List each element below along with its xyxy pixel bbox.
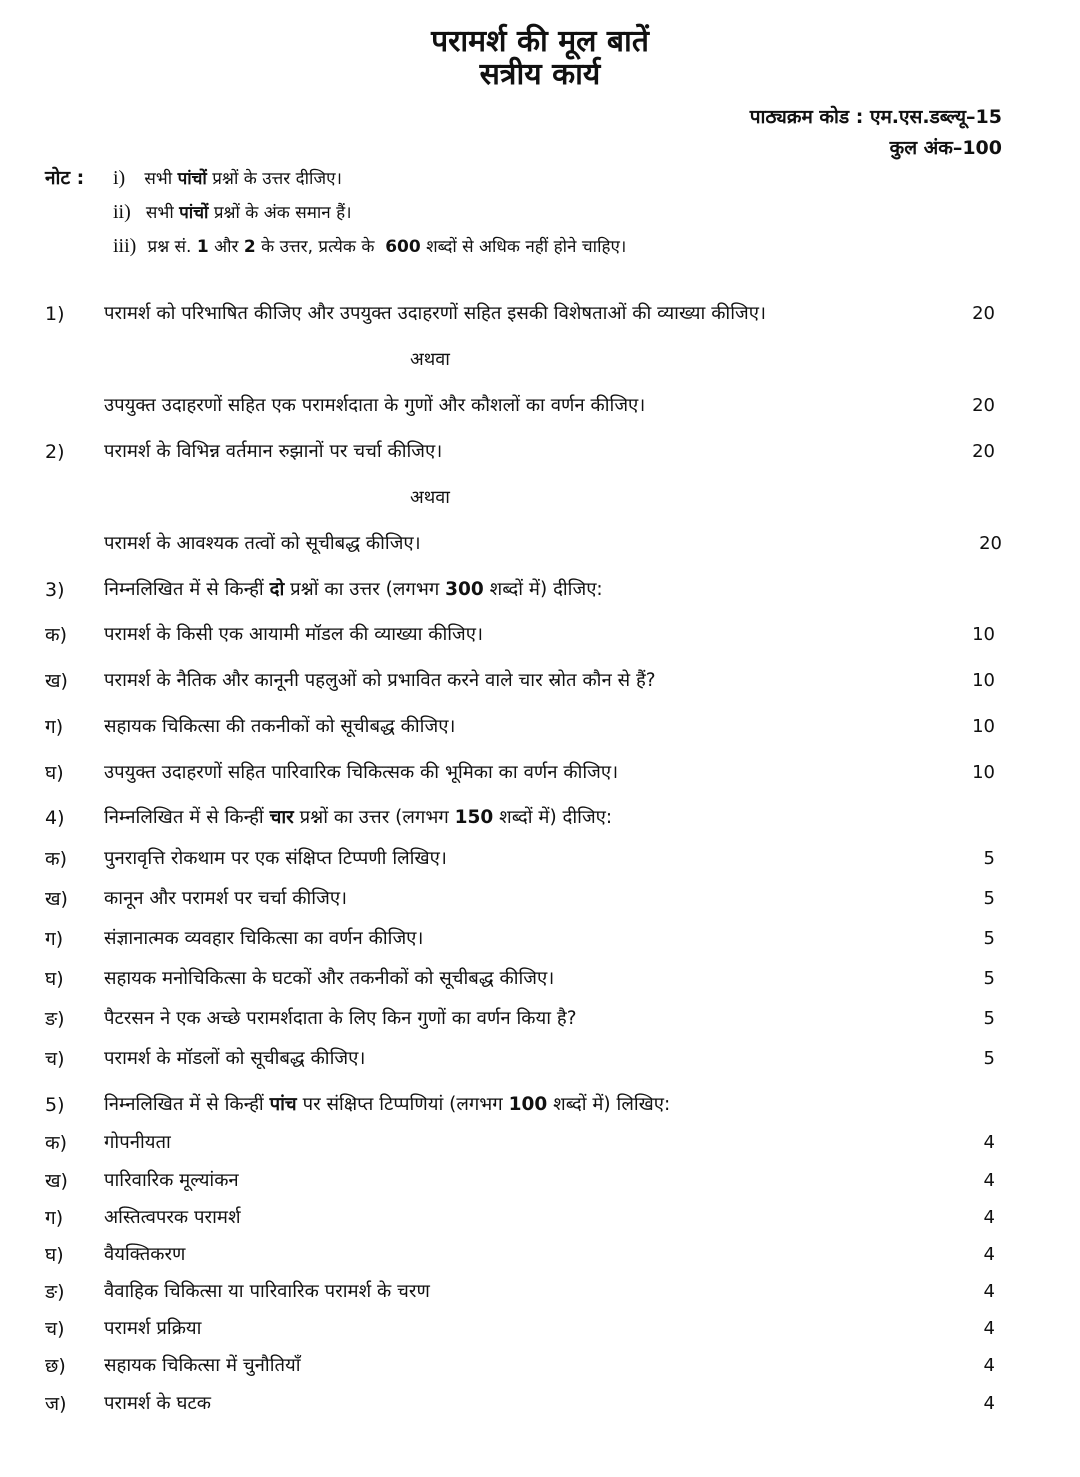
note-item [113,165,342,192]
question-text: परामर्श के विभिन्न वर्तमान रुझानों पर चर्चा कीजिए। [104,441,443,462]
instruction-part: प्रश्नों का उत्तर (लगभग [299,807,449,828]
sub-question-label: ङ) [45,1008,65,1030]
sub-question-text: पारिवारिक मूल्यांकन [104,1170,239,1191]
sub-question-text: परामर्श के किसी एक आयामी मॉडल की व्याख्या कीजिए। [104,624,484,645]
sub-question-marks: 5 [983,968,995,989]
question-alt-text: उपयुक्त उदाहरणों सहित एक परामर्शदाता के गुणों और कौशलों का वर्णन कीजिए। [104,395,646,416]
sub-question-text: सहायक मनोचिकित्सा के घटकों और तकनीकों को सूचीबद्ध कीजिए। [104,968,555,989]
sub-question-label: घ) [45,1244,64,1266]
document-subtitle: सत्रीय कार्य [479,57,601,92]
question-alt-text: परामर्श के आवश्यक तत्वों को सूचीबद्ध कीजिए। [104,533,421,554]
note-text-part: प्रश्नों के अंक समान हैं। [213,203,352,223]
note-number: iii) [113,235,137,257]
instruction-emphasis: 150 [454,807,494,828]
sub-question-marks: 10 [972,624,995,645]
note-text [146,203,352,223]
sub-question-text: परामर्श प्रक्रिया [104,1318,202,1339]
sub-question-text: सहायक चिकित्सा की तकनीकों को सूचीबद्ध कीजिए। [104,716,456,737]
instruction-emphasis: चार [269,807,294,828]
note-number: i) [113,167,126,189]
question-marks: 20 [972,441,995,462]
sub-question-label: ग) [45,716,64,738]
sub-question-label: च) [45,1318,65,1340]
question-number: 3) [45,579,65,601]
sub-question-marks: 10 [972,716,995,737]
sub-question-text: पुनरावृत्ति रोकथाम पर एक संक्षिप्त टिप्पणी लिखिए। [104,848,447,869]
instruction-emphasis: दो [269,579,285,600]
note-emphasis: पांचों [177,169,207,189]
note-item [113,199,352,226]
note-text-part: प्रश्नों के उत्तर दीजिए। [212,169,342,189]
sub-question-text: अस्तित्वपरक परामर्श [104,1207,241,1228]
question-number: 1) [45,303,65,325]
document-title: परामर्श की मूल बातें [431,24,649,59]
sub-question-label: ज) [45,1393,67,1415]
note-emphasis: 1 [196,237,209,257]
sub-question-label: च) [45,1048,65,1070]
note-text [144,169,342,189]
sub-question-marks: 5 [983,848,995,869]
instruction-part: निम्नलिखित में से किन्हीं [104,579,264,600]
note-text-part: सभी [145,203,174,223]
sub-question-text: सहायक चिकित्सा में चुनौतियाँ [104,1355,301,1376]
sub-question-label: ख) [45,888,68,910]
note-text-part: सभी [144,169,173,189]
sub-question-label: क) [45,1132,68,1154]
sub-question-text: परामर्श के नैतिक और कानूनी पहलुओं को प्रभावित करने वाले चार स्रोत कौन से हैं? [104,670,656,691]
note-number: ii) [113,201,131,223]
instruction-part: शब्दों में) दीजिए: [489,579,603,600]
sub-question-text: परामर्श के मॉडलों को सूचीबद्ध कीजिए। [104,1048,366,1069]
sub-question-marks: 4 [983,1281,995,1302]
sub-question-marks: 4 [983,1170,995,1191]
sub-question-marks: 4 [983,1318,995,1339]
instruction-part: निम्नलिखित में से किन्हीं [104,1094,264,1115]
instruction-part: निम्नलिखित में से किन्हीं [104,807,264,828]
note-emphasis: 600 [385,237,421,257]
instruction-part: शब्दों में) लिखिए: [553,1094,671,1115]
total-marks: कुल अंक–100 [889,137,1002,159]
sub-question-text: उपयुक्त उदाहरणों सहित पारिवारिक चिकित्सक की भूमिका का वर्णन कीजिए। [104,762,619,783]
question-instruction [104,577,603,603]
sub-question-marks: 5 [983,888,995,909]
note-label: नोट : [45,167,85,189]
sub-question-label: क) [45,848,68,870]
course-code: पाठ्यक्रम कोड : एम.एस.डब्ल्यू–15 [749,106,1002,128]
note-text-part: प्रश्न सं. [147,237,192,257]
sub-question-marks: 5 [983,928,995,949]
sub-question-marks: 5 [983,1008,995,1029]
sub-question-label: क) [45,624,68,646]
or-separator: अथवा [410,487,450,508]
sub-question-marks: 4 [983,1393,995,1414]
sub-question-label: ङ) [45,1281,65,1303]
note-text-part: और [214,237,239,257]
sub-question-text: वैयक्तिकरण [104,1244,186,1265]
sub-question-marks: 10 [972,670,995,691]
question-instruction [104,805,612,831]
instruction-emphasis: पांच [269,1094,297,1115]
instruction-emphasis: 100 [508,1094,548,1115]
sub-question-label: घ) [45,968,64,990]
sub-question-label: ख) [45,1170,68,1192]
sub-question-text: परामर्श के घटक [104,1393,211,1414]
sub-question-marks: 4 [983,1355,995,1376]
note-text [147,237,626,257]
sub-question-text: गोपनीयता [104,1132,171,1153]
sub-question-text: कानून और परामर्श पर चर्चा कीजिए। [104,888,348,909]
instruction-emphasis: 300 [445,579,484,600]
instruction-part: प्रश्नों का उत्तर (लगभग [290,579,440,600]
sub-question-marks: 4 [983,1132,995,1153]
sub-question-marks: 4 [983,1207,995,1228]
sub-question-marks: 5 [983,1048,995,1069]
sub-question-label: ख) [45,670,68,692]
question-number: 5) [45,1094,65,1116]
question-number: 4) [45,807,65,829]
note-item [113,233,626,260]
sub-question-label: छ) [45,1355,66,1377]
note-text-part: शब्दों से अधिक नहीं होने चाहिए। [426,237,627,257]
question-marks: 20 [979,533,1002,554]
question-instruction [104,1092,670,1118]
question-number: 2) [45,441,65,463]
sub-question-marks: 10 [972,762,995,783]
note-emphasis: पांचों [179,203,209,223]
question-marks: 20 [972,303,995,324]
sub-question-text: पैटरसन ने एक अच्छे परामर्शदाता के लिए किन गुणों का वर्णन किया है? [104,1008,577,1029]
note-text-part: के उत्तर, प्रत्येक के [261,237,375,257]
question-text: परामर्श को परिभाषित कीजिए और उपयुक्त उदाहरणों सहित इसकी विशेषताओं की व्याख्या कीजिए। [104,303,766,324]
instruction-part: पर संक्षिप्त टिप्पणियां (लगभग [302,1094,503,1115]
instruction-part: शब्दों में) दीजिए: [499,807,613,828]
sub-question-marks: 4 [983,1244,995,1265]
sub-question-label: घ) [45,762,64,784]
note-emphasis: 2 [243,237,256,257]
sub-question-text: संज्ञानात्मक व्यवहार चिकित्सा का वर्णन कीजिए। [104,928,424,949]
sub-question-label: ग) [45,928,64,950]
or-separator: अथवा [410,349,450,370]
sub-question-label: ग) [45,1207,64,1229]
question-marks: 20 [972,395,995,416]
sub-question-text: वैवाहिक चिकित्सा या पारिवारिक परामर्श के चरण [104,1281,430,1302]
